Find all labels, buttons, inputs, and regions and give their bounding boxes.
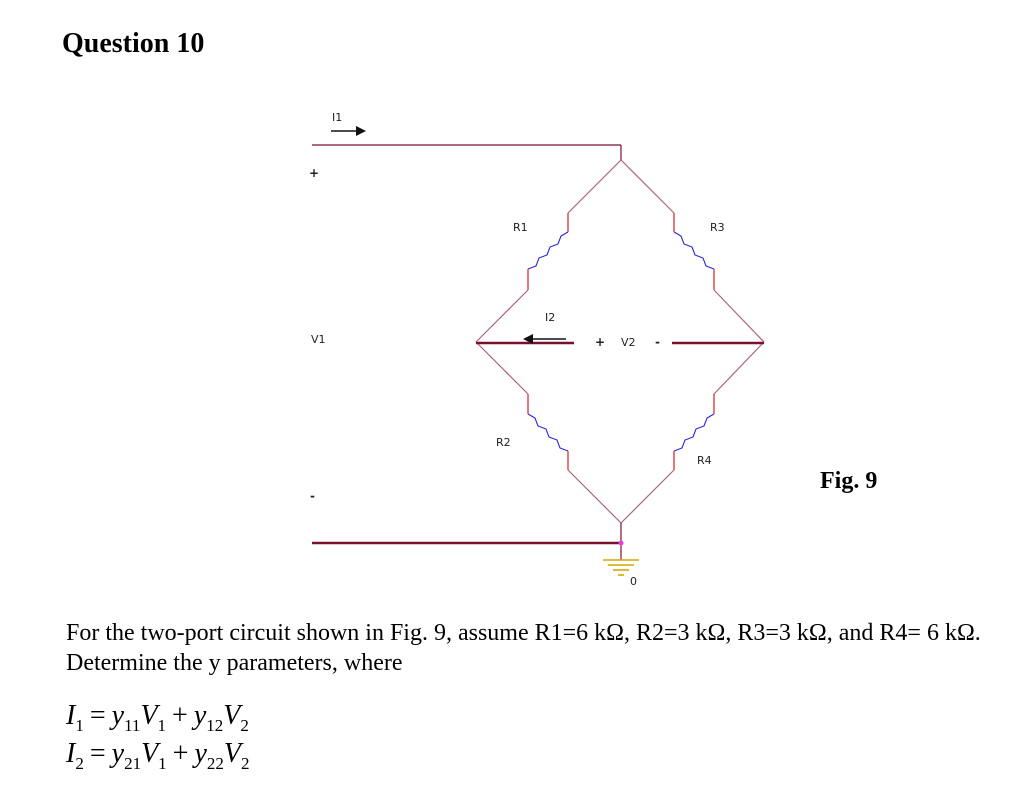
ground-label: 0 [630,575,637,588]
question-title: Question 10 [62,28,205,59]
bottom-junction-dot [619,541,624,546]
r4-label: R4 [697,454,712,467]
r3-label: R3 [710,221,725,234]
v2-minus-sign: - [655,335,660,349]
resistor-r3 [621,160,764,342]
resistor-r4 [621,342,764,523]
v2-label: V2 [621,336,636,349]
i1-label: I1 [332,111,343,124]
v1-minus-sign: - [310,489,315,503]
i1-arrow-icon [331,126,366,136]
r1-label: R1 [513,221,528,234]
equation-i1: $I_1 = y_{11}V_1 + y_{12}V_2$ [66,700,249,735]
r2-label: R2 [496,436,511,449]
resistor-r2 [476,342,621,523]
v2-plus-sign: + [595,335,606,349]
v1-plus-sign: + [309,166,320,180]
i2-label: I2 [545,311,556,324]
equation-i2: $I_2 = y_{21}V_1 + y_{22}V_2$ [66,738,250,773]
ground-icon [603,560,639,575]
problem-statement: For the two-port circuit shown in Fig. 9, assume R1=6 kΩ, R2=3 kΩ, R3=3 kΩ, and R4= 6 kΩ. Determine the y parameters, where [66,620,981,676]
v1-label: V1 [311,333,326,346]
figure-label: Fig. 9 [820,468,878,494]
